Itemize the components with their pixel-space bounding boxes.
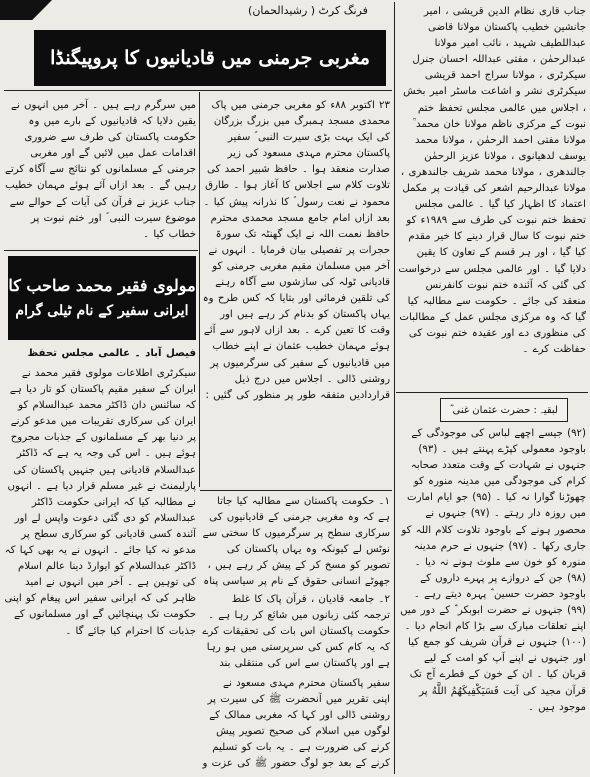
article-left-bottom: سیکرٹری اطلاعات مولوی فقیر محمد نے ایران کے سفیر مقیم پاکستان کو تار دیا ہے کہ سائنس دان ڈاکٹر محمد عبدالسلام کو ایران کی سرکاری تقریبات میں مدعو کرنے پر دنیا بھر کے مسلمانوں کے جذبات مجروح ہوئے ہیں ۔ اس کی وجہ یہ ہے کہ ڈاکٹر عبدالسلام قادیانی ہیں جنہیں پاکستان کی پارلیمنٹ نے غیر مسلم قرار دیا ہے ۔ انہوں نے مطالبہ کیا کہ ایرانی حکومت ڈاکٹر عبدالسلام کو دی گئی دعوت واپس لے اور آئندہ کسی قادیانی کو سرکاری سطح پر مدعو نہ کیا جائے ۔ انہوں نے یہ بھی کہا کہ ڈاکٹر عبدالسلام کو ایوارڈ دینا عالم اسلام کی توہین ہے ۔ آخر میں انہوں نے امید ظاہر کی کہ ایرانی سفیر اس پیغام کو اپنی حکومت تک پہنچائیں گے اور مسلمانوں کے جذبات کا احترام کیا جائے گا ۔ (4, 368, 196, 637)
column-rule-middle (199, 92, 200, 487)
article-middle-resolution-2: ۲۔ جامعہ قادیان ، قرآن پاک کا غلط ترجمہ کئی زبانوں میں شائع کر رہا ہے ۔ حکومت پاکستان اس بات کی تحقیقات کرے کہ یہ کام کس کی سرپرستی میں ہو رہا ہے اور پاکستان سے اس کی منتقلی بند (202, 594, 390, 670)
ambassador-headline-band (8, 256, 196, 340)
article-middle-resolution-1: ۱۔ حکومت پاکستان سے مطالبہ کیا جاتا ہے کہ وہ مغربی جرمنی کے قادیانیوں کی سرکاری سطح پر سرگرمیوں کا سختی سے نوٹس لے کیونکہ وہ یہاں پاکستان کی تصویر کو مسخ کر کے پیش کر رہے ہیں ، جھوٹے انسانی حقوق کے نام پر سیاسی پناہ (202, 496, 390, 588)
caption-text: لبقیہ : حضرت عثمان غنی ؓ (450, 404, 558, 416)
article-middle-bottom: سفیر پاکستان محترم مہدی مسعود نے اپنی تقریر میں آنحضرت ﷺ کی سیرت پر روشنی ڈالی اور کہا کہ مغربی ممالک کے لوگوں میں اسلام کی صحیح تصویر پیش کرنے کی ضرورت ہے ۔ یہ بات کو تسلیم کرنے کے بعد جو لوگ حضور ﷺ کی عزت و (202, 678, 390, 770)
article-right-bottom: (۹۲) جیسے اچھے لباس کی موجودگی کے باوجود معمولی کپڑے پہنتے ہیں ۔ (۹۳) جنہوں نے شہادت کے وقت متعدد صحابہ کرام کی موجودگی میں مدینہ منورہ کو چھوڑنا گوارا نہ کیا ۔ (۹۵) جو ایام امارت میں روزہ دار رہتے ۔ (۹۷) جنہوں نے محصور ہونے کے باوجود تلاوت کلام اللہ کو جاری رکھا ۔ (۹۷) جنہوں نے حرم مدینہ منورہ کو خون سے ملوث ہونے نہ دیا ۔ (۹۸) جن کے دروازے پر پہرے داروں کے باوجود حضرت حسین ؓ پہرہ دیتے رہے ۔ (۹۹) جنہوں نے حضرت ابوبکر ؓ کے دور میں اپنے تعلقات مبارک سے بڑا کام انجام دیا ۔ (۱۰۰) جنہوں نے قرآن شریف کو جمع کیا اور جنہوں نے اپنے آپ کو امت کے لیے قربان کیا ۔ ان کے خون کے قطرے آج تک قرآن مجید کی آیت فَسَيَكْفِيكَهُمُ اللَّهُ پر موجود ہیں ۔ (400, 428, 586, 713)
corner-decoration (0, 0, 52, 20)
left-rule-1 (4, 250, 198, 251)
middle-rule-1 (200, 490, 392, 491)
headline-rule (4, 90, 392, 91)
article-left-top: میں سرگرم رہے ہیں ۔ آخر میں انہوں نے یقین دلایا کہ قادیانیوں کے بارے میں وہ حکومت پاکستان کی طرف سے ضروری اقدامات عمل میں لائیں گے اور مغربی جرمنی کے مسلمانوں کو نتائج سے آگاہ کرتے رہیں گے ۔ بعد ازاں آئے ہوئے مہمان خطیب جناب عزیز نے قرآن کی آیات کے حوالے سے موضوع سیرت النبی ؐ اور ختم نبوت پر خطاب کیا ۔ (5, 100, 196, 240)
caption-box (440, 398, 568, 422)
main-headline: مغربی جرمنی میں قادیانیوں کا پروپیگنڈا (50, 47, 370, 69)
main-headline-band (34, 30, 386, 86)
column-rule-right (394, 2, 395, 774)
article-middle-top: ۲۳ اکتوبر ۸۸ء کو مغربی جرمنی میں پاک محمدی مسجد ہمبرگ میں بزرگ بزرگان کی ایک بہت بڑی سیرت النبی ؐ سفیر پاکستان محترم مہدی مسعود کی زیر صدارت منعقد ہوا ۔ حافظ شبیر احمد کی تلاوت کلام سے اجلاس کا آغاز ہوا ۔ طارق محمود نے نعت رسول ؐ کا نذرانہ پیش کیا ۔ بعد ازاں امام جامع مسجد محمدی محترم حافظ نعمت اللہ نے ایک گھنٹہ تک سورۃ حجرات پر تفصیلی بیان فرمایا ۔ انہوں نے آخر میں مسلمان مقیم مغربی جرمنی کو قادیانی ٹولہ کی سازشوں سے آگاہ رہنے کی تلقین فرمائی اور بتایا کہ کس طرح وہ یہاں پاکستان کو بدنام کر رہے ہیں اور وقت کا تعین کرے ۔ بعد ازاں لاہور سے آئے ہوئے مہمان خطیب عثمان نے اپنے خطاب میں قادیانیوں کے سفیر کی سرگرمیوں پر روشنی ڈالی ۔ اجلاس میں درج ذیل قراردادیں متفقہ طور پر منظور کی گئیں : (202, 100, 390, 401)
article-right-top: جناب قاری نظام الدین قریشی ، امیر جانشین خطیب پاکستان مولانا قاضی عبداللطیف شہید ، نائب امیر مولانا عبدالرحمٰن ، مفتی عبداللہ احسان جنرل سیکرٹری ، مولانا سراج احمد قریشی سیکرٹری نشر و اشاعت ماسٹر امیر بخش ، اجلاس میں عالمی مجلس تحفظ ختم نبوت کے مرکزی ناظم مولانا خان محمد ؒ مولانا مفتی احمد الرحمٰن ، مولانا محمد یوسف لدھیانوی ، مولانا عزیز الرحمٰن جالندھری ، مولانا محمد شریف جالندھری ، مولانا عبدالرحیم اشعر کی قیادت پر مکمل اعتماد کا اظہار کیا گیا ۔ عالمی مجلس تحفظ ختم نبوت کی طرف سے ۱۹۸۹ء کو ختم نبوت کا سال قرار دینے کا خیر مقدم کیا گیا ، اور ہر قسم کے تعاون کا یقین دلایا گیا ۔ اور عالمی مجلس سے درخواست کی گئی کہ آئندہ ختم نبوت کانفرنس منعقد کی جائے ۔ حکومت سے مطالبہ کیا گیا کہ وہ مرکزی مجلس عمل کے مطالبات کی منظوری دے اور عقیدہ ختم نبوت کی حفاظت کرے ۔ (398, 6, 586, 355)
ambassador-headline-line1: مولوی فقیر محمد صاحب کا (8, 276, 196, 295)
ambassador-headline-line2: ایرانی سفیر کے نام ٹیلی گرام (15, 303, 189, 319)
article-left-dateline: فیصل آباد ۔ عالمی مجلس تحفظ (27, 348, 196, 359)
header-label: فرنگ کرٹ ( رشیدالحمان) (248, 4, 368, 17)
right-rule-1 (396, 392, 588, 393)
